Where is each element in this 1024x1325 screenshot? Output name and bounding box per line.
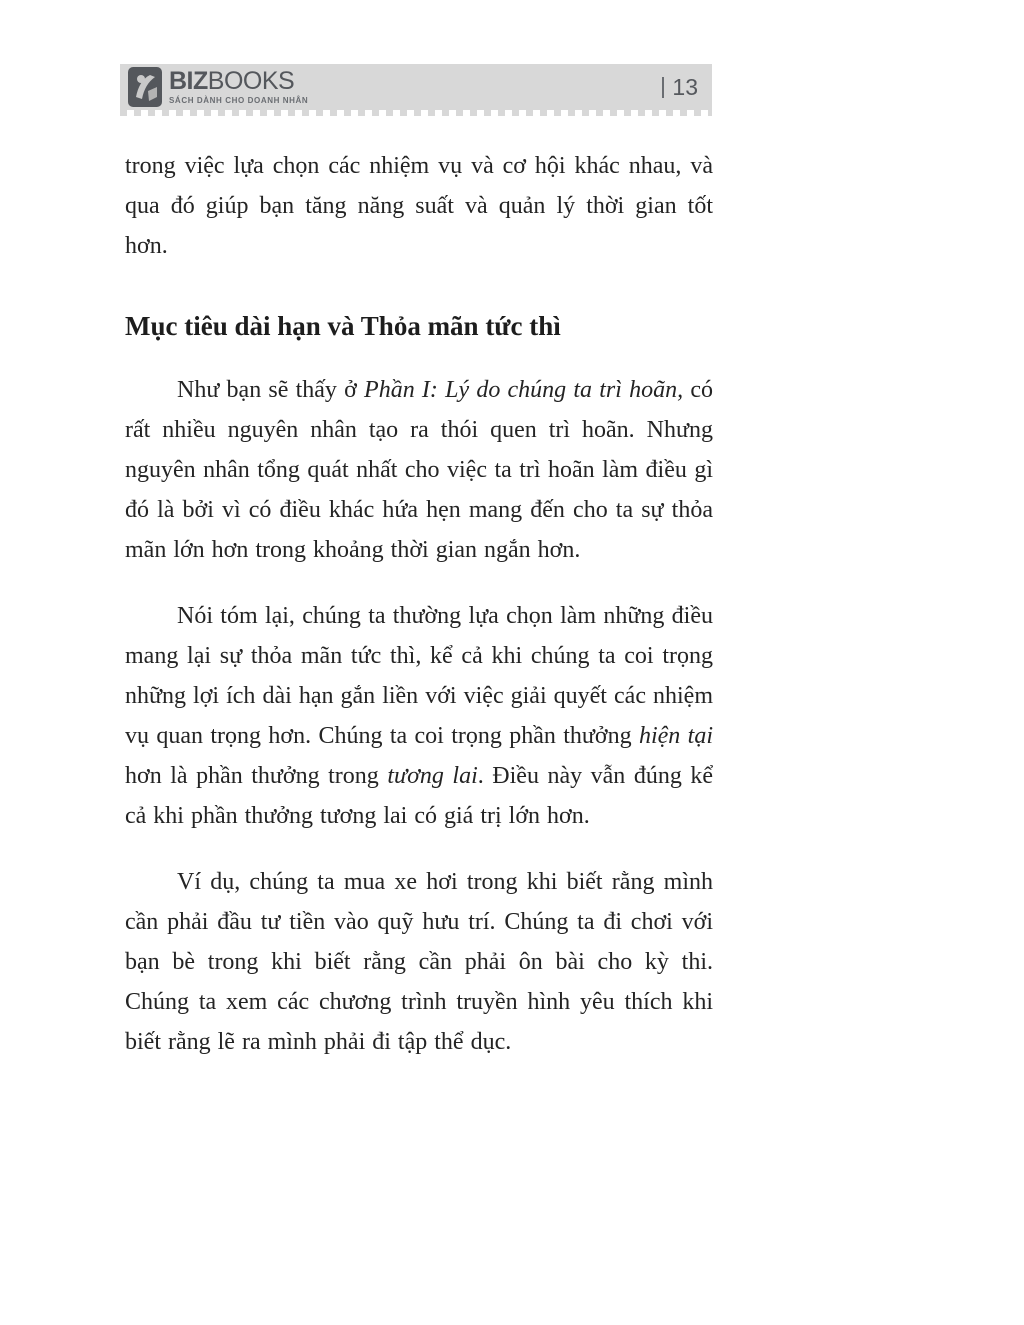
intro-paragraph: trong việc lựa chọn các nhiệm vụ và cơ hội khác nhau, và qua đó giúp bạn tăng năng suất và quản lý thời gian tốt hơn. xyxy=(125,153,713,259)
brand-tagline: SÁCH DÀNH CHO DOANH NHÂN xyxy=(169,96,309,105)
brand-name-light: BOOKS xyxy=(207,67,295,95)
body-paragraph: Ví dụ, chúng ta mua xe hơi trong khi biết rằng mình cần phải đầu tư tiền vào quỹ hưu trí. Chúng ta đi chơi với bạn bè trong khi biết rằng cần phải ôn bài cho kỳ thi. Chúng ta xem các chương trình truyền hình yêu thích khi biết rằng lẽ ra mình phải đi tập thể dục. xyxy=(125,869,713,1055)
page-number-value: 13 xyxy=(672,73,698,100)
body-paragraph: Nói tóm lại, chúng ta thường lựa chọn làm những điều mang lại sự thỏa mãn tức thì, kể cả khi chúng ta coi trọng những lợi ích dài hạn gắn liền với việc giải quyết các nhiệm vụ quan trọng hơn. Chúng ta coi trọng phần thưởng hiện tại hơn là phần thưởng trong tương lai. Điều này vẫn đúng kể cả khi phần thưởng tương lai có giá trị lớn hơn. xyxy=(125,603,714,829)
page-content xyxy=(125,146,713,1062)
page-number xyxy=(662,74,698,101)
section-heading: Mục tiêu dài hạn và Thỏa mãn tức thì xyxy=(125,311,561,341)
body-paragraph: Như bạn sẽ thấy ở Phần I: Lý do chúng ta trì hoãn, có rất nhiều nguyên nhân tạo ra thói quen trì hoãn. Nhưng nguyên nhân tổng quát nhất cho việc ta trì hoãn làm điều gì đó là bởi vì có điều khác hứa hẹn mang đến cho ta sự thỏa mãn lớn hơn trong khoảng thời gian ngắn hơn. xyxy=(125,377,714,563)
perforated-edge xyxy=(120,110,712,116)
bizbooks-logo xyxy=(128,67,308,107)
book-reader-icon xyxy=(128,67,162,107)
header-bar xyxy=(120,64,712,110)
page-header xyxy=(120,64,712,116)
page-number-divider xyxy=(662,77,664,98)
brand-name-bold: BIZ xyxy=(169,67,208,95)
brand-name xyxy=(169,69,308,94)
